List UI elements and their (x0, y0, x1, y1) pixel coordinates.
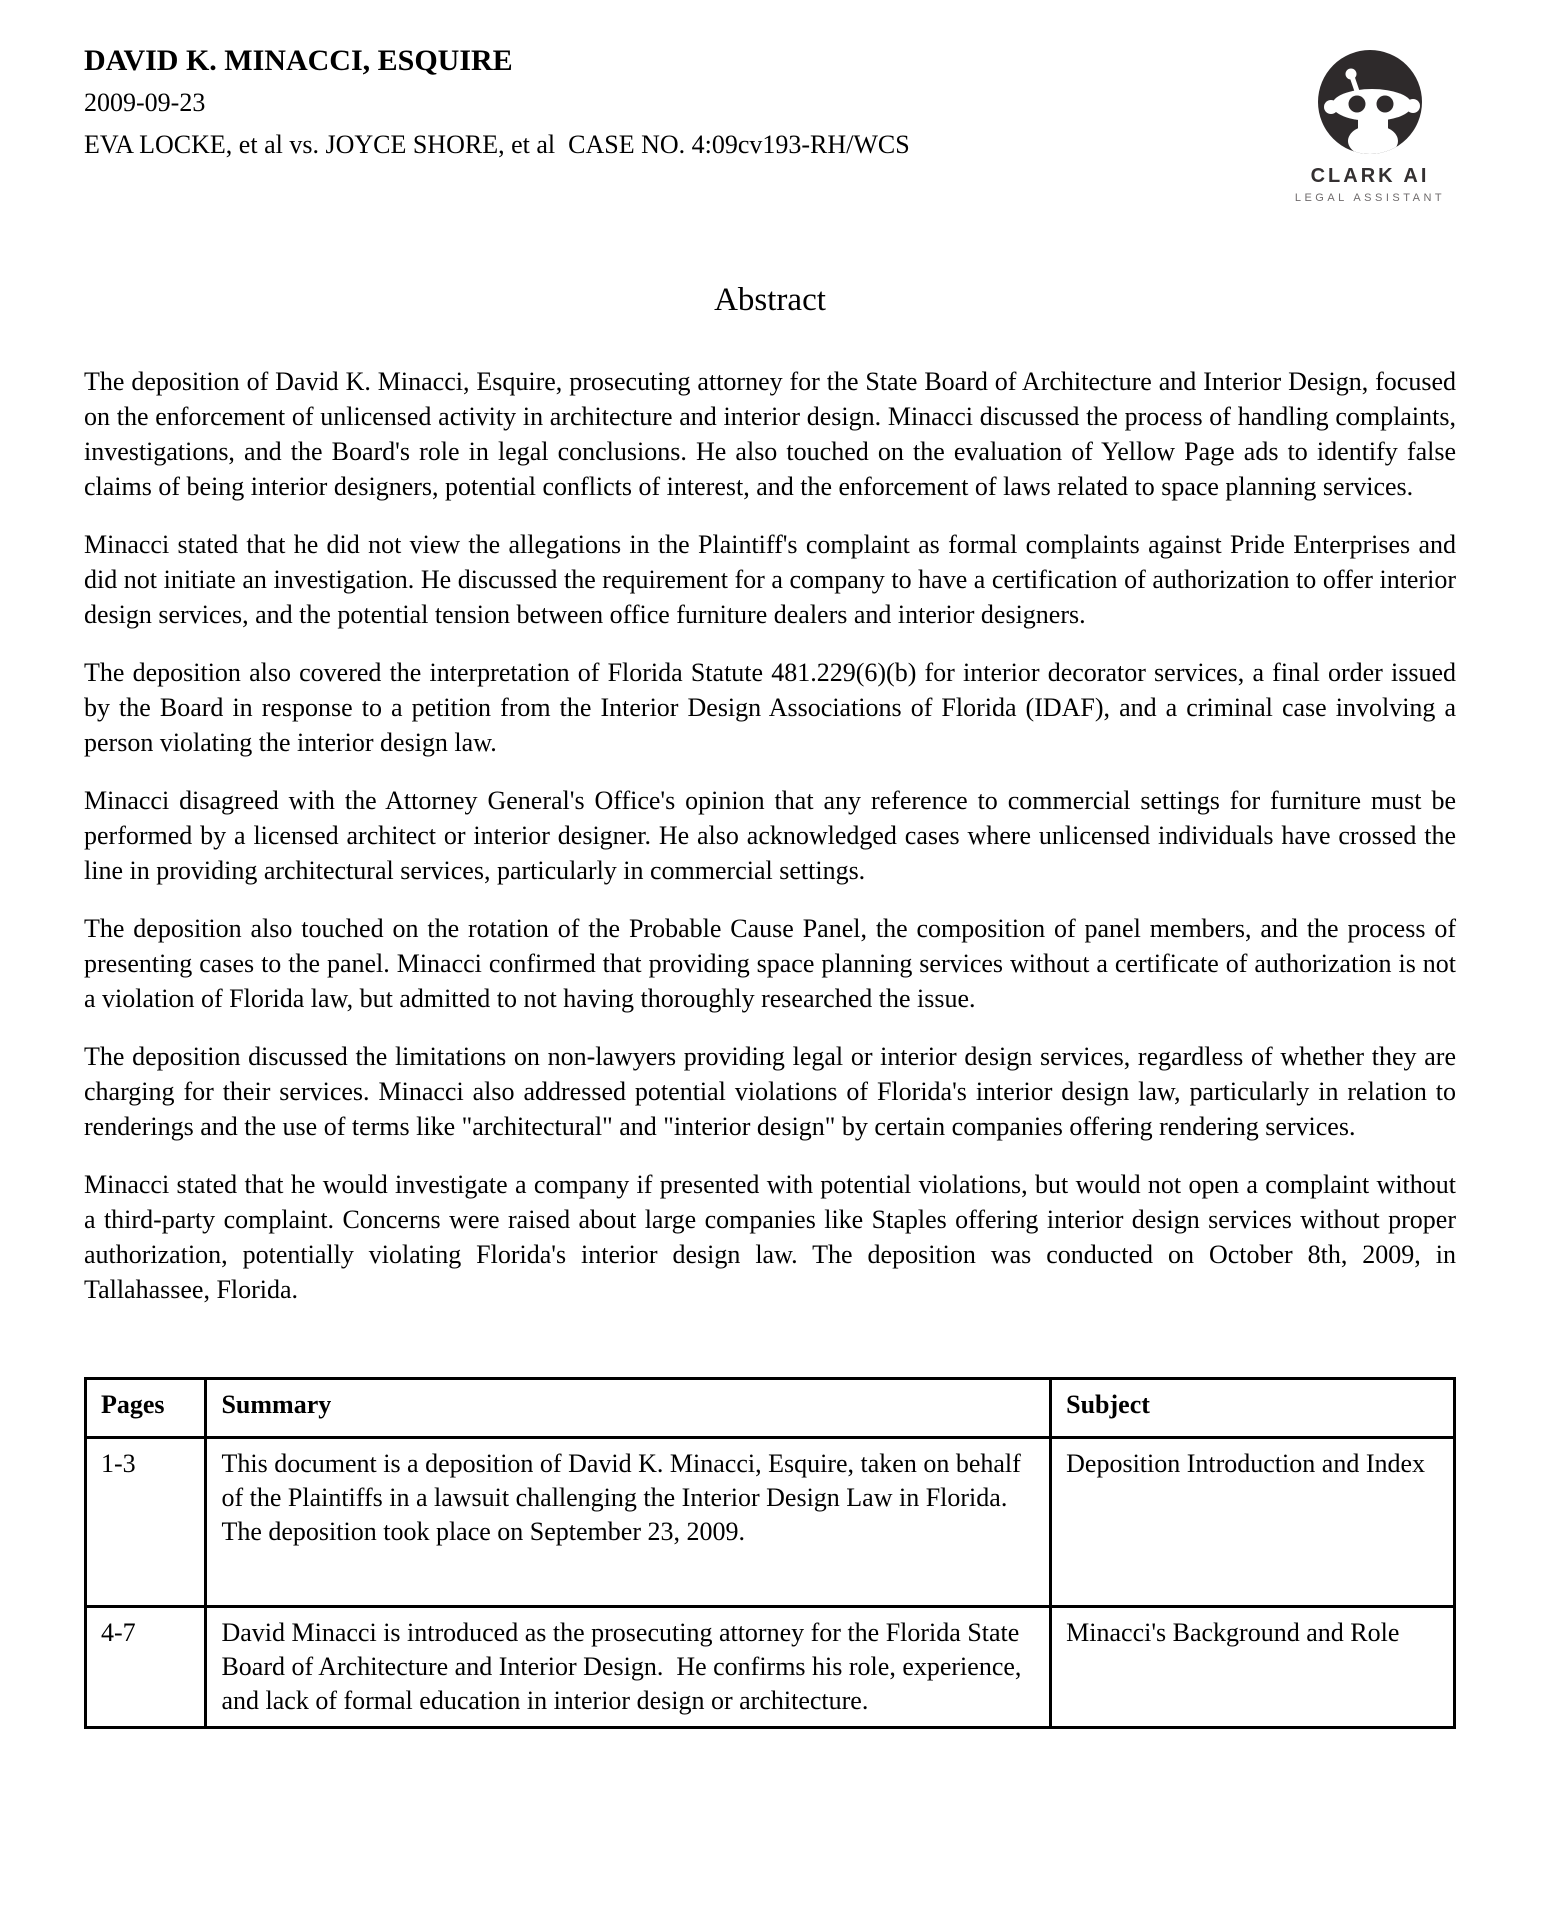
logo-tagline-text: LEGAL ASSISTANT (1294, 192, 1446, 204)
logo-brand-text: CLARK AI (1310, 165, 1430, 187)
abstract-paragraph: The deposition also touched on the rotation of the Probable Cause Panel, the composition of panel members, and the process of presenting cases to the panel. Minacci confirmed that providing space planning services without a certificate of authorization is not a violation of Florida law, but admitted to not having thoroughly researched the issue. (84, 914, 1456, 1013)
table-header-pages: Pages (86, 1379, 206, 1438)
abstract-paragraph: Minacci stated that he would investigate a company if presented with potential violations, but would not open a complaint without a third-party complaint. Concerns were raised about large companies like Staples offering interior design services without proper authorization, potentially violating Florida's interior design law. The deposition was conducted on October 8th, 2009, in Tallahassee, Florida. (84, 1170, 1456, 1304)
subject-cell: Deposition Introduction and Index (1051, 1438, 1455, 1607)
robot-head-icon (1318, 50, 1422, 154)
pages-cell: 1-3 (86, 1438, 206, 1607)
case-line: EVA LOCKE, et al vs. JOYCE SHORE, et al CASE NO. 4:09cv193-RH/WCS (84, 130, 910, 159)
subject-cell: Minacci's Background and Role (1051, 1607, 1455, 1728)
clark-ai-logo (1292, 50, 1448, 204)
table-header-row (86, 1379, 1455, 1438)
pages-cell: 4-7 (86, 1607, 206, 1728)
table-row (86, 1607, 1455, 1728)
abstract-paragraph: The deposition discussed the limitations on non-lawyers providing legal or interior design services, regardless of whether they are charging for their services. Minacci also addressed potential violations of Florida's interior design law, particularly in relation to renderings and the use of terms like "architectural" and "interior design" by certain companies offering rendering services. (84, 1042, 1456, 1141)
page-title: DAVID K. MINACCI, ESQUIRE (84, 44, 513, 77)
summary-cell: David Minacci is introduced as the prosecuting attorney for the Florida State Board of Architecture and Interior Design. He confirms his role, experience, and lack of formal education in interior design or architecture. (206, 1607, 1051, 1728)
abstract-paragraph: Minacci disagreed with the Attorney General's Office's opinion that any reference to commercial settings for furniture must be performed by a licensed architect or interior designer. He also acknowledged cases where unlicensed individuals have crossed the line in providing architectural services, particularly in commercial settings. (84, 786, 1456, 885)
document-date: 2009-09-23 (84, 88, 206, 117)
abstract-paragraph: The deposition also covered the interpretation of Florida Statute 481.229(6)(b) for interior decorator services, a final order issued by the Board in response to a petition from the Interior Design Associations of Florida (IDAF), and a criminal case involving a person violating the interior design law. (84, 658, 1456, 757)
document-header (84, 42, 1456, 162)
abstract-title: Abstract (714, 282, 826, 318)
summary-table (84, 1377, 1456, 1729)
abstract-paragraph: The deposition of David K. Minacci, Esquire, prosecuting attorney for the State Board of Architecture and Interior Design, focused on the enforcement of unlicensed activity in architecture and interior design. Minacci discussed the process of handling complaints, investigations, and the Board's role in legal conclusions. He also touched on the evaluation of Yellow Page ads to identify false claims of being interior designers, potential conflicts of interest, and the enforcement of laws related to space planning services. (84, 367, 1456, 501)
table-header-subject: Subject (1051, 1379, 1455, 1438)
summary-cell: This document is a deposition of David K. Minacci, Esquire, taken on behalf of the Plaintiffs in a lawsuit challenging the Interior Design Law in Florida. The deposition took place on September 23, 2009. (206, 1438, 1051, 1607)
table-header-summary: Summary (206, 1379, 1051, 1438)
abstract-paragraph: Minacci stated that he did not view the allegations in the Plaintiff's complaint as formal complaints against Pride Enterprises and did not initiate an investigation. He discussed the requirement for a company to have a certification of authorization to offer interior design services, and the potential tension between office furniture dealers and interior designers. (84, 530, 1456, 629)
abstract-body (84, 364, 1456, 1307)
table-row (86, 1438, 1455, 1607)
